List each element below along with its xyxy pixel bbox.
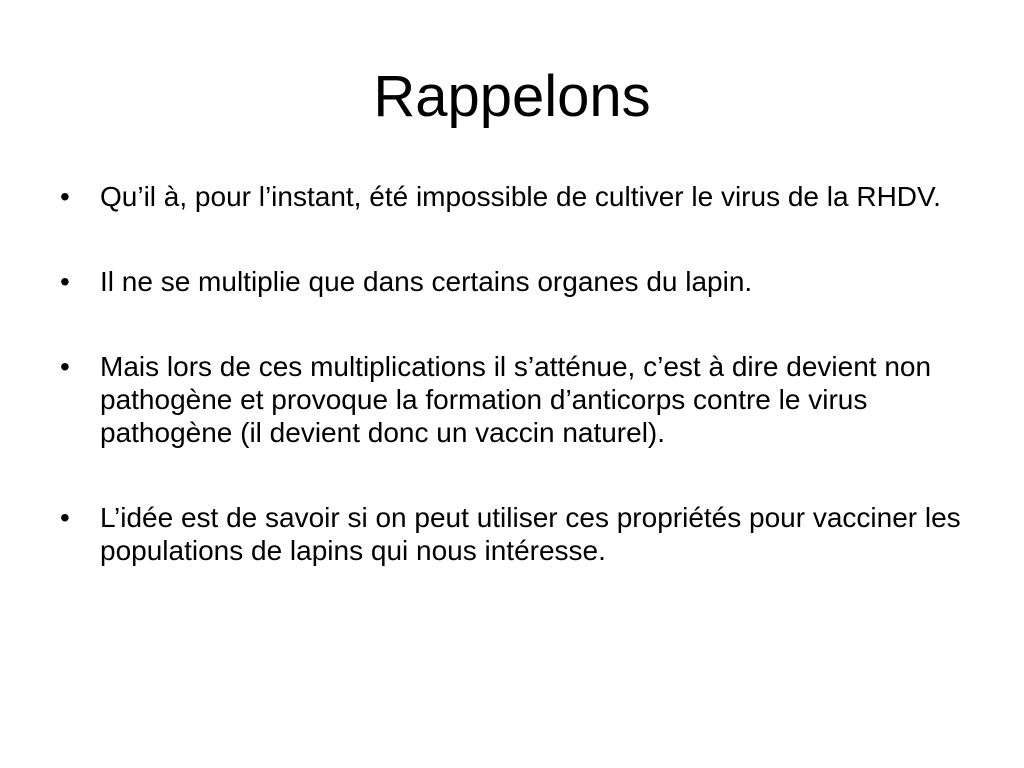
bullet-dot-icon: • [60,351,70,382]
bullet-text: Il ne se multiplie que dans certains organes du lapin. [100,266,753,297]
bullet-list [60,180,980,567]
slide-title: Rappelons [373,64,651,129]
bullet-text: Mais lors de ces multiplications il s’atténue, c’est à dire devient non pathogène et provoque la formation d’anticorps contre le virus pathogène (il devient donc un vaccin naturel). [100,351,932,448]
bullet-item [60,350,980,449]
bullet-text: L’idée est de savoir si on peut utiliser ces propriétés pour vacciner les populations de lapins qui nous intéresse. [100,502,961,566]
bullet-item [60,501,980,567]
bullet-dot-icon: • [60,502,70,533]
bullet-text: Qu’il à, pour l’instant, été impossible de cultiver le virus de la RHDV. [100,181,941,212]
bullet-item [60,265,980,298]
bullet-dot-icon: • [60,266,70,297]
bullet-dot-icon: • [60,181,70,212]
bullet-item [60,180,980,213]
